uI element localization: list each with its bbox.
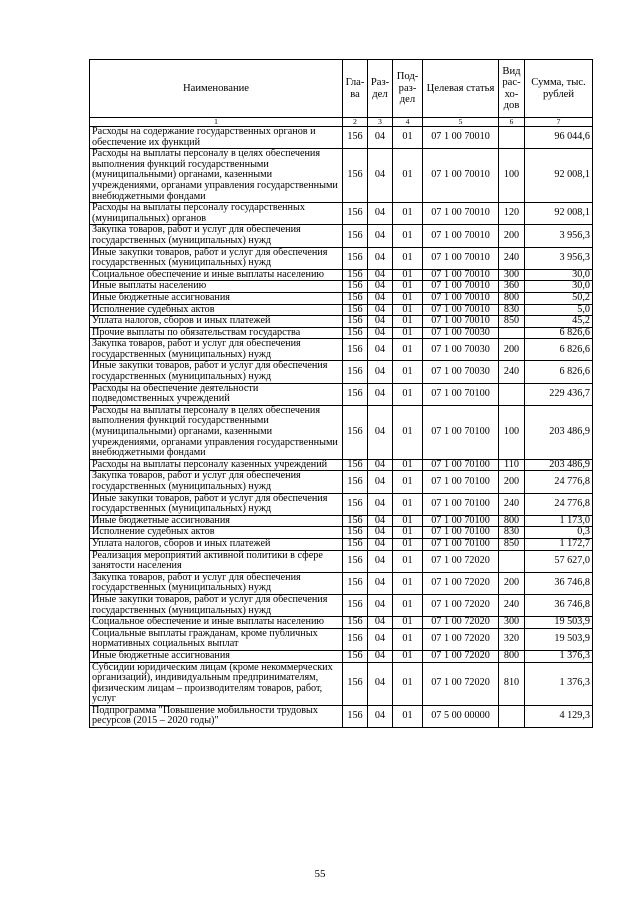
column-number: 4 bbox=[393, 118, 423, 127]
row-name: Субсидии юридическим лицам (кроме некоммерческих организаций), индивидуальным предпринимателям, физическим лицам – производителям товаров, работ, услуг bbox=[90, 662, 343, 705]
row-name: Прочие выплаты по обязательствам государства bbox=[90, 327, 343, 339]
row-name: Социальное обеспечение и иные выплаты населению bbox=[90, 617, 343, 629]
row-podrazdel: 01 bbox=[393, 225, 423, 247]
row-summa: 1 376,3 bbox=[525, 650, 593, 662]
row-name: Уплата налогов, сборов и иных платежей bbox=[90, 538, 343, 550]
row-statya: 07 1 00 70100 bbox=[423, 538, 499, 550]
row-glava: 156 bbox=[343, 203, 368, 225]
row-summa: 30,0 bbox=[525, 281, 593, 293]
row-name: Исполнение судебных актов bbox=[90, 527, 343, 539]
row-podrazdel: 01 bbox=[393, 662, 423, 705]
table-row bbox=[90, 361, 593, 383]
table-row bbox=[90, 304, 593, 316]
row-statya: 07 1 00 70010 bbox=[423, 281, 499, 293]
row-summa: 92 008,1 bbox=[525, 203, 593, 225]
row-summa: 1 173,0 bbox=[525, 515, 593, 527]
row-name: Закупка товаров, работ и услуг для обеспечения государственных (муниципальных) нужд bbox=[90, 225, 343, 247]
row-glava: 156 bbox=[343, 316, 368, 328]
row-summa: 30,0 bbox=[525, 269, 593, 281]
row-podrazdel: 01 bbox=[393, 361, 423, 383]
row-glava: 156 bbox=[343, 515, 368, 527]
row-vid: 320 bbox=[499, 628, 525, 650]
row-glava: 156 bbox=[343, 594, 368, 616]
budget-table bbox=[89, 59, 593, 728]
row-razdel: 04 bbox=[368, 361, 393, 383]
row-podrazdel: 01 bbox=[393, 269, 423, 281]
row-summa: 1 172,7 bbox=[525, 538, 593, 550]
row-vid: 850 bbox=[499, 538, 525, 550]
row-summa: 203 486,9 bbox=[525, 459, 593, 471]
row-podrazdel: 01 bbox=[393, 628, 423, 650]
row-podrazdel: 01 bbox=[393, 572, 423, 594]
row-razdel: 04 bbox=[368, 572, 393, 594]
row-summa: 19 503,9 bbox=[525, 628, 593, 650]
row-razdel: 04 bbox=[368, 459, 393, 471]
row-name: Расходы на выплаты персоналу в целях обеспечения выполнения функций государственными (муниципальными) органами, казенными учреждениями, органами управления государственными внебюджетными фондами bbox=[90, 405, 343, 459]
row-statya: 07 1 00 70100 bbox=[423, 493, 499, 515]
row-vid: 800 bbox=[499, 292, 525, 304]
header-razdel: Раз-дел bbox=[368, 60, 393, 118]
row-podrazdel: 01 bbox=[393, 493, 423, 515]
row-vid: 200 bbox=[499, 225, 525, 247]
row-glava: 156 bbox=[343, 471, 368, 493]
row-vid: 300 bbox=[499, 269, 525, 281]
row-glava: 156 bbox=[343, 127, 368, 149]
row-glava: 156 bbox=[343, 550, 368, 572]
row-summa: 3 956,3 bbox=[525, 225, 593, 247]
row-razdel: 04 bbox=[368, 650, 393, 662]
row-statya: 07 5 00 00000 bbox=[423, 705, 499, 727]
table-row bbox=[90, 594, 593, 616]
row-statya: 07 1 00 70010 bbox=[423, 225, 499, 247]
table-row bbox=[90, 292, 593, 304]
row-podrazdel: 01 bbox=[393, 281, 423, 293]
row-vid: 240 bbox=[499, 247, 525, 269]
row-statya: 07 1 00 70030 bbox=[423, 361, 499, 383]
row-glava: 156 bbox=[343, 705, 368, 727]
row-statya: 07 1 00 70010 bbox=[423, 292, 499, 304]
row-statya: 07 1 00 70010 bbox=[423, 304, 499, 316]
row-summa: 24 776,8 bbox=[525, 493, 593, 515]
row-name: Реализация мероприятий активной политики в сфере занятости населения bbox=[90, 550, 343, 572]
row-razdel: 04 bbox=[368, 269, 393, 281]
table-row bbox=[90, 650, 593, 662]
table-row bbox=[90, 269, 593, 281]
row-razdel: 04 bbox=[368, 316, 393, 328]
row-vid bbox=[499, 327, 525, 339]
row-name: Иные бюджетные ассигнования bbox=[90, 515, 343, 527]
row-glava: 156 bbox=[343, 383, 368, 405]
table-row bbox=[90, 281, 593, 293]
row-podrazdel: 01 bbox=[393, 383, 423, 405]
row-statya: 07 1 00 72020 bbox=[423, 650, 499, 662]
row-summa: 92 008,1 bbox=[525, 149, 593, 203]
table-row bbox=[90, 225, 593, 247]
header-statya: Целевая статья bbox=[423, 60, 499, 118]
row-vid: 200 bbox=[499, 471, 525, 493]
row-name: Социальное обеспечение и иные выплаты населению bbox=[90, 269, 343, 281]
row-statya: 07 1 00 72020 bbox=[423, 662, 499, 705]
table-row bbox=[90, 247, 593, 269]
row-razdel: 04 bbox=[368, 127, 393, 149]
row-name: Расходы на содержание государственных органов и обеспечение их функций bbox=[90, 127, 343, 149]
row-vid: 300 bbox=[499, 617, 525, 629]
row-glava: 156 bbox=[343, 628, 368, 650]
table-row bbox=[90, 617, 593, 629]
row-razdel: 04 bbox=[368, 327, 393, 339]
row-name: Иные закупки товаров, работ и услуг для обеспечения государственных (муниципальных) нужд bbox=[90, 247, 343, 269]
table-row bbox=[90, 149, 593, 203]
row-glava: 156 bbox=[343, 493, 368, 515]
row-glava: 156 bbox=[343, 225, 368, 247]
row-razdel: 04 bbox=[368, 538, 393, 550]
table-row bbox=[90, 662, 593, 705]
row-podrazdel: 01 bbox=[393, 149, 423, 203]
row-glava: 156 bbox=[343, 617, 368, 629]
row-name: Социальные выплаты гражданам, кроме публичных нормативных социальных выплат bbox=[90, 628, 343, 650]
row-podrazdel: 01 bbox=[393, 471, 423, 493]
row-razdel: 04 bbox=[368, 662, 393, 705]
row-name: Расходы на выплаты персоналу казенных учреждений bbox=[90, 459, 343, 471]
row-podrazdel: 01 bbox=[393, 617, 423, 629]
row-vid bbox=[499, 127, 525, 149]
row-glava: 156 bbox=[343, 572, 368, 594]
row-podrazdel: 01 bbox=[393, 292, 423, 304]
header-row bbox=[90, 60, 593, 118]
row-statya: 07 1 00 72020 bbox=[423, 617, 499, 629]
table-row bbox=[90, 705, 593, 727]
row-vid bbox=[499, 383, 525, 405]
table-body bbox=[90, 127, 593, 728]
row-vid: 360 bbox=[499, 281, 525, 293]
row-glava: 156 bbox=[343, 304, 368, 316]
row-statya: 07 1 00 72020 bbox=[423, 594, 499, 616]
row-summa: 19 503,9 bbox=[525, 617, 593, 629]
row-razdel: 04 bbox=[368, 225, 393, 247]
header-summa: Сумма, тыс. рублей bbox=[525, 60, 593, 118]
row-statya: 07 1 00 70100 bbox=[423, 471, 499, 493]
row-glava: 156 bbox=[343, 662, 368, 705]
row-summa: 0,3 bbox=[525, 527, 593, 539]
table-row bbox=[90, 628, 593, 650]
row-name: Закупка товаров, работ и услуг для обеспечения государственных (муниципальных) нужд bbox=[90, 572, 343, 594]
row-glava: 156 bbox=[343, 538, 368, 550]
row-podrazdel: 01 bbox=[393, 550, 423, 572]
row-razdel: 04 bbox=[368, 383, 393, 405]
row-podrazdel: 01 bbox=[393, 316, 423, 328]
row-glava: 156 bbox=[343, 459, 368, 471]
row-name: Иные закупки товаров, работ и услуг для обеспечения государственных (муниципальных) нужд bbox=[90, 361, 343, 383]
column-number: 7 bbox=[525, 118, 593, 127]
table-row bbox=[90, 515, 593, 527]
row-podrazdel: 01 bbox=[393, 405, 423, 459]
row-podrazdel: 01 bbox=[393, 650, 423, 662]
row-podrazdel: 01 bbox=[393, 304, 423, 316]
table-row bbox=[90, 383, 593, 405]
table-row bbox=[90, 327, 593, 339]
row-statya: 07 1 00 70100 bbox=[423, 405, 499, 459]
row-podrazdel: 01 bbox=[393, 705, 423, 727]
row-vid: 240 bbox=[499, 594, 525, 616]
row-summa: 6 826,6 bbox=[525, 339, 593, 361]
table-row bbox=[90, 203, 593, 225]
row-summa: 3 956,3 bbox=[525, 247, 593, 269]
row-glava: 156 bbox=[343, 149, 368, 203]
row-glava: 156 bbox=[343, 361, 368, 383]
row-name: Исполнение судебных актов bbox=[90, 304, 343, 316]
column-number: 2 bbox=[343, 118, 368, 127]
header-podrazdel: Под-раз-дел bbox=[393, 60, 423, 118]
row-razdel: 04 bbox=[368, 628, 393, 650]
table-row bbox=[90, 493, 593, 515]
table-row bbox=[90, 538, 593, 550]
row-glava: 156 bbox=[343, 327, 368, 339]
row-statya: 07 1 00 70010 bbox=[423, 269, 499, 281]
row-name: Расходы на выплаты персоналу государственных (муниципальных) органов bbox=[90, 203, 343, 225]
row-statya: 07 1 00 70010 bbox=[423, 127, 499, 149]
row-summa: 96 044,6 bbox=[525, 127, 593, 149]
row-vid: 200 bbox=[499, 339, 525, 361]
row-vid bbox=[499, 705, 525, 727]
row-podrazdel: 01 bbox=[393, 127, 423, 149]
row-summa: 24 776,8 bbox=[525, 471, 593, 493]
row-vid: 810 bbox=[499, 662, 525, 705]
row-razdel: 04 bbox=[368, 471, 393, 493]
row-glava: 156 bbox=[343, 292, 368, 304]
row-vid: 240 bbox=[499, 493, 525, 515]
table-row bbox=[90, 405, 593, 459]
row-name: Закупка товаров, работ и услуг для обеспечения государственных (муниципальных) нужд bbox=[90, 339, 343, 361]
row-glava: 156 bbox=[343, 339, 368, 361]
row-podrazdel: 01 bbox=[393, 203, 423, 225]
row-statya: 07 1 00 70010 bbox=[423, 247, 499, 269]
row-summa: 57 627,0 bbox=[525, 550, 593, 572]
header-glava: Гла-ва bbox=[343, 60, 368, 118]
page-number: 55 bbox=[314, 868, 326, 880]
row-podrazdel: 01 bbox=[393, 594, 423, 616]
row-vid: 240 bbox=[499, 361, 525, 383]
row-razdel: 04 bbox=[368, 339, 393, 361]
table-row bbox=[90, 550, 593, 572]
row-summa: 36 746,8 bbox=[525, 594, 593, 616]
header-name: Наименование bbox=[90, 60, 343, 118]
table-row bbox=[90, 527, 593, 539]
header-vid: Вид рас-хо-дов bbox=[499, 60, 525, 118]
row-vid: 100 bbox=[499, 405, 525, 459]
row-vid: 850 bbox=[499, 316, 525, 328]
row-summa: 6 826,6 bbox=[525, 361, 593, 383]
row-razdel: 04 bbox=[368, 705, 393, 727]
row-statya: 07 1 00 70100 bbox=[423, 459, 499, 471]
row-vid: 830 bbox=[499, 527, 525, 539]
table-row bbox=[90, 471, 593, 493]
row-name: Иные выплаты населению bbox=[90, 281, 343, 293]
row-statya: 07 1 00 72020 bbox=[423, 550, 499, 572]
row-name: Иные бюджетные ассигнования bbox=[90, 650, 343, 662]
row-statya: 07 1 00 70010 bbox=[423, 316, 499, 328]
row-statya: 07 1 00 70010 bbox=[423, 149, 499, 203]
row-razdel: 04 bbox=[368, 292, 393, 304]
row-summa: 4 129,3 bbox=[525, 705, 593, 727]
row-vid: 830 bbox=[499, 304, 525, 316]
row-statya: 07 1 00 70100 bbox=[423, 515, 499, 527]
row-razdel: 04 bbox=[368, 515, 393, 527]
row-summa: 5,0 bbox=[525, 304, 593, 316]
row-podrazdel: 01 bbox=[393, 339, 423, 361]
row-vid: 800 bbox=[499, 650, 525, 662]
table-row bbox=[90, 459, 593, 471]
row-name: Уплата налогов, сборов и иных платежей bbox=[90, 316, 343, 328]
row-razdel: 04 bbox=[368, 203, 393, 225]
row-glava: 156 bbox=[343, 247, 368, 269]
row-vid: 110 bbox=[499, 459, 525, 471]
row-podrazdel: 01 bbox=[393, 515, 423, 527]
row-glava: 156 bbox=[343, 269, 368, 281]
row-statya: 07 1 00 70100 bbox=[423, 383, 499, 405]
row-statya: 07 1 00 70100 bbox=[423, 527, 499, 539]
row-name: Расходы на обеспечение деятельности подведомственных учреждений bbox=[90, 383, 343, 405]
row-vid: 200 bbox=[499, 572, 525, 594]
row-razdel: 04 bbox=[368, 617, 393, 629]
row-name: Иные закупки товаров, работ и услуг для обеспечения государственных (муниципальных) нужд bbox=[90, 594, 343, 616]
row-podrazdel: 01 bbox=[393, 538, 423, 550]
row-glava: 156 bbox=[343, 527, 368, 539]
column-number: 1 bbox=[90, 118, 343, 127]
table-row bbox=[90, 127, 593, 149]
row-razdel: 04 bbox=[368, 247, 393, 269]
table-header bbox=[90, 60, 593, 127]
row-vid: 800 bbox=[499, 515, 525, 527]
row-razdel: 04 bbox=[368, 304, 393, 316]
row-summa: 36 746,8 bbox=[525, 572, 593, 594]
row-razdel: 04 bbox=[368, 149, 393, 203]
row-razdel: 04 bbox=[368, 493, 393, 515]
row-razdel: 04 bbox=[368, 594, 393, 616]
row-name: Подпрограмма "Повышение мобильности трудовых ресурсов (2015 – 2020 годы)" bbox=[90, 705, 343, 727]
row-name: Иные бюджетные ассигнования bbox=[90, 292, 343, 304]
row-statya: 07 1 00 72020 bbox=[423, 572, 499, 594]
row-statya: 07 1 00 72020 bbox=[423, 628, 499, 650]
row-summa: 203 486,9 bbox=[525, 405, 593, 459]
row-summa: 1 376,3 bbox=[525, 662, 593, 705]
row-name: Закупка товаров, работ и услуг для обеспечения государственных (муниципальных) нужд bbox=[90, 471, 343, 493]
row-razdel: 04 bbox=[368, 527, 393, 539]
table-row bbox=[90, 339, 593, 361]
row-statya: 07 1 00 70030 bbox=[423, 327, 499, 339]
row-statya: 07 1 00 70030 bbox=[423, 339, 499, 361]
column-number: 5 bbox=[423, 118, 499, 127]
row-summa: 45,2 bbox=[525, 316, 593, 328]
row-glava: 156 bbox=[343, 281, 368, 293]
column-number: 6 bbox=[499, 118, 525, 127]
row-glava: 156 bbox=[343, 405, 368, 459]
table-row bbox=[90, 572, 593, 594]
row-name: Расходы на выплаты персоналу в целях обеспечения выполнения функций государственными (муниципальными) органами, казенными учреждениями, органами управления государственными внебюджетными фондами bbox=[90, 149, 343, 203]
column-number: 3 bbox=[368, 118, 393, 127]
row-podrazdel: 01 bbox=[393, 459, 423, 471]
row-summa: 6 826,6 bbox=[525, 327, 593, 339]
row-podrazdel: 01 bbox=[393, 527, 423, 539]
row-statya: 07 1 00 70010 bbox=[423, 203, 499, 225]
row-razdel: 04 bbox=[368, 405, 393, 459]
row-glava: 156 bbox=[343, 650, 368, 662]
row-podrazdel: 01 bbox=[393, 327, 423, 339]
row-vid: 100 bbox=[499, 149, 525, 203]
table-row bbox=[90, 316, 593, 328]
row-summa: 50,2 bbox=[525, 292, 593, 304]
row-razdel: 04 bbox=[368, 550, 393, 572]
row-vid: 120 bbox=[499, 203, 525, 225]
row-name: Иные закупки товаров, работ и услуг для обеспечения государственных (муниципальных) нужд bbox=[90, 493, 343, 515]
row-razdel: 04 bbox=[368, 281, 393, 293]
row-podrazdel: 01 bbox=[393, 247, 423, 269]
row-summa: 229 436,7 bbox=[525, 383, 593, 405]
row-vid bbox=[499, 550, 525, 572]
